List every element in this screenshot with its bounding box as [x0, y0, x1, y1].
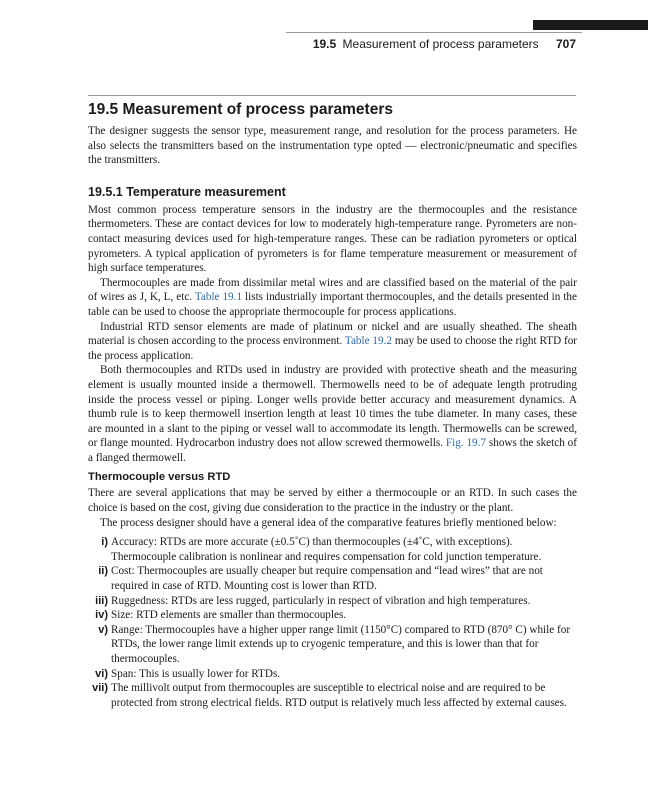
comparison-heading: Thermocouple versus RTD: [88, 471, 231, 484]
list-item: [88, 564, 577, 593]
list-item-text: Range: Thermocouples have a higher upper range limit (1150°C) compared to RTD (870° C) while for RTDs, the lower range limit extends up to cryogenic temperature, and this is lower than that for thermocouples.: [111, 623, 571, 665]
list-item: [88, 667, 577, 682]
list-item: [88, 681, 577, 710]
list-item-number: vii): [92, 682, 108, 695]
table-19-1-link[interactable]: Table 19.1: [194, 291, 243, 304]
list-item-number: iv): [95, 609, 108, 622]
corner-tab-bar: [533, 20, 648, 30]
list-item-text: Span: This is usually lower for RTDs.: [111, 667, 281, 680]
comparison-list: [88, 535, 577, 710]
list-item-number: i): [101, 536, 108, 549]
list-item-text: Size: RTD elements are smaller than thermocouples.: [111, 609, 347, 622]
list-item-number: v): [98, 623, 108, 636]
temperature-paragraph-4: Both thermocouples and RTDs used in industry are provided with protective sheath and the measuring element is usually mounted inside a thermowell. Thermowells need to be of adequate length protruding inside the process vessel or piping. Longer wells provide better accuracy and measurement dynamics. A thumb rule is to keep thermowell insertion length at least 10 times the tube diameter. In many cases, these are mounted in a slant to the piping or vessel wall to accommodate its length. Thermowells can be screwed, or flange mounted. Hydrocarbon industry does not allow screwed thermowells. Fig. 19.7 shows the sketch of a flanged thermowell.: [88, 364, 577, 464]
list-item: [88, 608, 577, 623]
running-head: [100, 37, 576, 51]
comparison-paragraph-1: There are several applications that may be served by either a thermocouple or an RTD. In such cases the choice is based on the cost, giving due consideration to the practice in the industry or the plant.: [88, 487, 577, 515]
list-item-text: Accuracy: RTDs are more accurate (±0.5˚C) than thermocouples (±4˚C, with exceptions). Thermocouple calibration is nonlinear and requires compensation for cold junction temperature.: [111, 536, 542, 563]
list-item-text: Cost: Thermocouples are usually cheaper but require compensation and “lead wires” that are not required in case of RTD. Mounting cost is lower than RTD.: [111, 565, 543, 593]
list-item-text: The millivolt output from thermocouples are susceptible to electrical noise and are required to be protected from strong electrical fields. RTD output is relatively much less affected by external causes.: [111, 682, 567, 709]
list-item-number: vi): [95, 667, 108, 680]
list-item: [88, 535, 577, 564]
list-item-number: ii): [98, 565, 108, 578]
section-rule: [88, 95, 576, 96]
section-intro: The designer suggests the sensor type, measurement range, and resolution for the process parameters. He also selects the transmitters based on the instrumentation type opted — electronic/pneumatic and specifies the transmitters.: [88, 125, 577, 167]
list-item-number: iii): [95, 594, 108, 607]
fig-19-7-link[interactable]: Fig. 19.7: [445, 437, 487, 450]
list-item: [88, 623, 577, 667]
page-number: 707: [555, 37, 576, 51]
subsection-heading: 19.5.1 Temperature measurement: [88, 184, 286, 199]
section-heading: 19.5 Measurement of process parameters: [88, 101, 393, 118]
temperature-paragraph-1: Most common process temperature sensors in the industry are the thermocouples and the resistance thermometers. These are contact devices for low to moderately high-temperature range. Pyrometers are non-contact measuring devices used for high-temperature ranges. These can be radiation pyrometers or optical pyrometers. A typical application of pyrometers is for flame temperature measurement or measurement of high surface temperatures.: [88, 203, 577, 275]
list-item: [88, 594, 577, 609]
header-rule: [286, 32, 582, 33]
temperature-paragraph-3: Industrial RTD sensor elements are made of platinum or nickel and are usually sheathed. The sheath material is chosen according to the process environment. Table 19.2 may be used to choose the right RTD for the process application.: [88, 320, 578, 362]
temperature-paragraph-2: Thermocouples are made from dissimilar metal wires and are classified based on the material of the pair of wires as J, K, L, etc. Table 19.1 lists industrially important thermocouples, and the details presented in the table can be used to choose the appropriate thermocouple for process applications.: [88, 276, 577, 318]
table-19-2-link[interactable]: Table 19.2: [344, 335, 392, 348]
list-item-text: Ruggedness: RTDs are less rugged, particularly in respect of vibration and high temperatures.: [111, 594, 531, 607]
page-body: [88, 100, 577, 710]
running-head-title: Measurement of process parameters: [342, 37, 539, 51]
running-head-section-number: 19.5: [312, 37, 337, 51]
comparison-paragraph-2: The process designer should have a general idea of the comparative features briefly mentioned below:: [100, 516, 557, 529]
